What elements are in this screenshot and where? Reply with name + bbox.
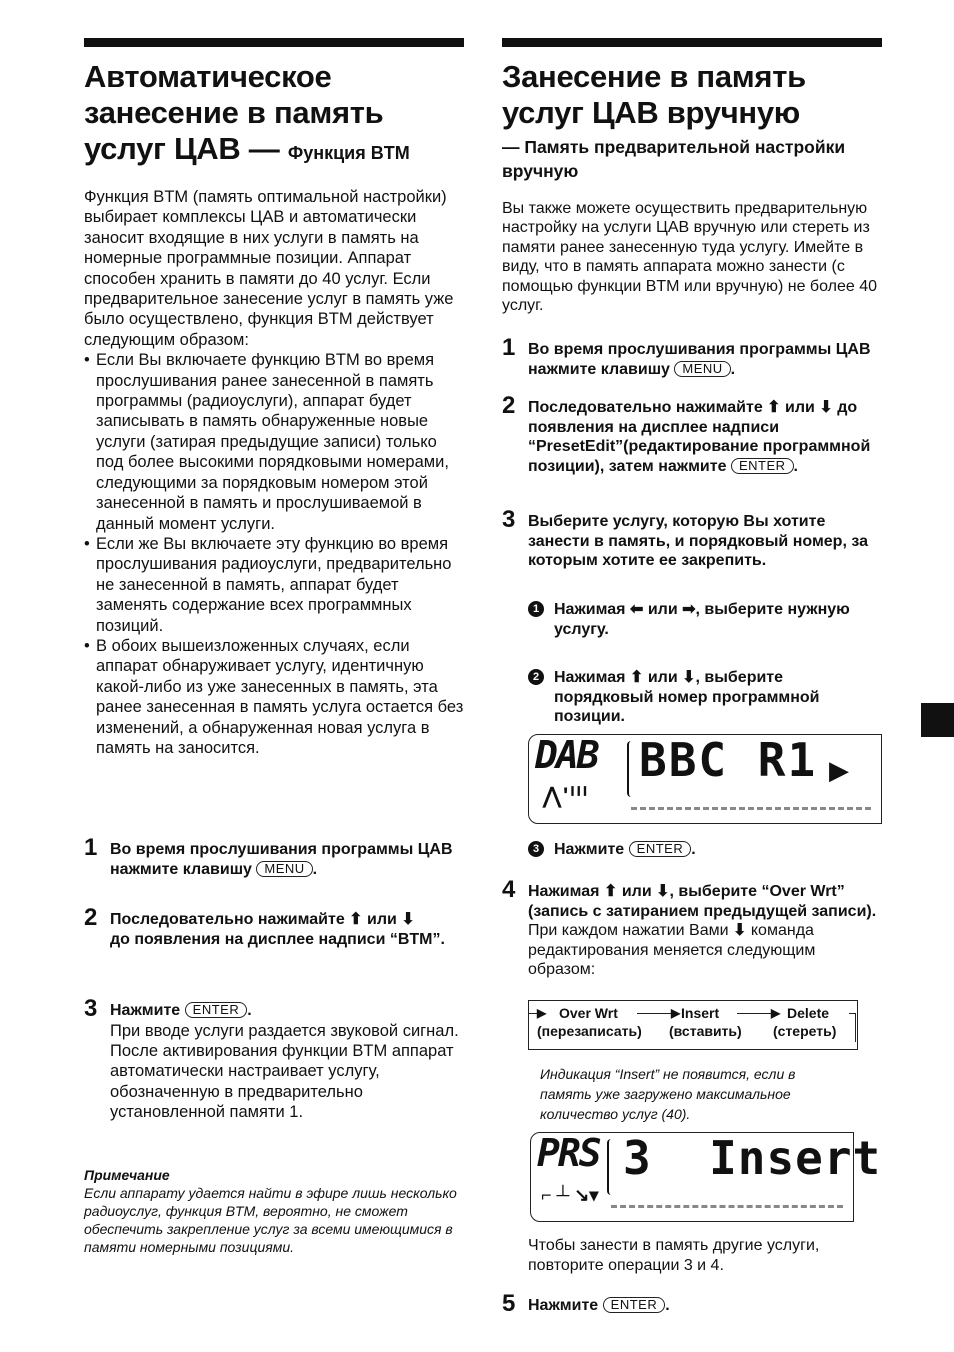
right-column: [502, 38, 882, 1317]
flow-item-sub: (стереть): [773, 1023, 837, 1039]
section-rule: [502, 38, 882, 47]
lcd-service-text: BBC R1: [639, 733, 818, 787]
right-subtitle: — Память предварительной настройки вручную: [502, 137, 846, 181]
right-title: Занесение в память услуг ЦАВ вручную: [502, 59, 806, 130]
lcd-display-insert: [530, 1131, 882, 1222]
bullet-item: • В обоих вышеизложенных случаях, если аппарат обнаруживает услугу, идентичную какой-либо из уже занесенных в память, эта ранее занесенная в память услуга остается без изменений, а обнаруженная новая услуга в память на заносится.: [84, 636, 464, 758]
menu-key: MENU: [674, 361, 730, 377]
circled-number: 2: [528, 669, 544, 685]
page-section-tab: [921, 703, 954, 737]
left-column: [84, 38, 464, 1255]
signal-icon: ⌐ ┴ ↘▾: [541, 1185, 599, 1205]
circled-number: 1: [528, 601, 544, 617]
down-arrow-icon: ⬇: [656, 883, 670, 900]
sub-step-2: 2 Нажимая ⬆ или ⬇, выберите порядковый номер программной позиции.: [502, 668, 882, 727]
enter-key: ENTER: [731, 458, 794, 474]
right-arrow-icon: ➡: [682, 601, 696, 618]
up-arrow-icon: ⬆: [349, 911, 363, 928]
left-step-3: 3 Нажмите ENTER . При вводе услуги раздается звуковой сигнал. После активирования функции BTM аппарат автоматически настраивает услугу, обозначенную в предварительно установленной памяти 1.: [84, 995, 459, 1122]
left-intro: Функция BTM (память оптимальной настройки) выбирает комплексы ЦАВ и автоматически заносит входящие в них услуги в память на номерные программные позиции. Аппарат способен хранить в памяти до 40 услуг. Если предварительное занесение услуг в память уже было осуществлено, функция BTM действует следующим образом:: [84, 188, 454, 349]
right-step-4: 4 Нажимая ⬆ или ⬇, выберите “Over Wrt” (запись с затиранием предыдущей записи). При каждом нажатии Вами ⬇ команда редактирования меняется следующим образом:: [502, 876, 877, 978]
left-arrow-icon: ⬅: [629, 601, 644, 618]
level-meter: [631, 797, 871, 810]
enter-key: ENTER: [185, 1002, 248, 1018]
down-arrow-icon: ⬇: [819, 399, 833, 416]
up-arrow-icon: ⬆: [767, 399, 781, 416]
lcd-mode-label: DAB: [535, 733, 598, 777]
right-step-2: 2 Последовательно нажимайте ⬆ или ⬇ до появления на дисплее надписи “PresetEdit”(редактирование программной позиции), затем нажмите ENTER .: [502, 392, 871, 475]
right-intro: Вы также можете осуществить предварительную настройку на услуги ЦАВ вручную или стереть из памяти ранее занесенную туда услугу. Имейте в виду, что в память аппарата можно занести (с помощью функции BTM или вручную) не более 40 услуг.: [502, 200, 878, 315]
sub-step-1: 1 Нажимая ⬅ или ➡, выберите нужную услугу.: [502, 600, 882, 639]
btm-bullet-list: [84, 350, 464, 758]
up-arrow-icon: ⬆: [629, 669, 644, 686]
lcd-edit-text: 3 Insert: [623, 1131, 882, 1185]
lcd-bracket: [627, 741, 631, 797]
up-arrow-icon: ⬆: [603, 883, 618, 900]
note-block: Примечание Если аппарату удается найти в эфире лишь несколько радиоуслуг, функция BTM, вероятно, не сможет обеспечить закрепление услуг за всеми имеющимися в памяти номерными позициями.: [84, 1167, 457, 1255]
circled-number: 3: [528, 841, 544, 857]
enter-key: ENTER: [603, 1297, 666, 1313]
signal-icon: ⋀'ᑊᑊᑊ: [543, 783, 589, 808]
section-rule: [84, 38, 464, 47]
flow-item-label: Delete: [787, 1005, 830, 1021]
left-step-2: 2 Последовательно нажимайте ⬆ или ⬇ до появления на дисплее надписи “BTM”.: [84, 904, 445, 948]
right-step-3: 3 Выберите услугу, которую Вы хотите занести в память, и порядковый номер, за которым хотите ее закрепить.: [502, 506, 868, 569]
down-arrow-icon: ⬇: [401, 911, 415, 928]
flow-item-label: Insert: [681, 1005, 720, 1021]
flow-item-label: Over Wrt: [559, 1005, 618, 1021]
flow-arrowhead-icon: ▶: [771, 1006, 781, 1020]
command-cycle-diagram: [528, 1000, 858, 1050]
repeat-instruction: Чтобы занести в память другие услуги, повторите операции 3 и 4.: [528, 1237, 820, 1274]
flow-arrowhead-icon: ▶: [537, 1006, 547, 1020]
left-title: Автоматическое занесение в память услуг ЦАВ — Функция BTM: [84, 59, 410, 166]
bullet-item: • Если Вы включаете функцию BTM во время прослушивания ранее занесенной в память программы (радиоуслуги), аппарат будет записывать в память обнаруженные новые услуги (затирая предыдущие записи) только под более высокими порядковыми номерами, следующими за порядковым номером этой занесенной в память и прослушиваемой в данный момент услуги.: [84, 350, 464, 534]
sub-step-3: 3 Нажмите ENTER .: [502, 840, 882, 860]
bullet-item: • Если же Вы включаете эту функцию во время прослушивания радиоуслуги, предварительно не занесенной в память, аппарат будет заменять содержание всех программных позиций.: [84, 534, 464, 636]
flow-item-sub: (вставить): [669, 1023, 742, 1039]
level-meter: [611, 1195, 843, 1208]
right-step-5: 5 Нажмите ENTER .: [502, 1290, 670, 1317]
insert-note: Индикация “Insert” не появится, если в память уже загружено максимальное количество услуг (40).: [540, 1066, 796, 1122]
right-step-1: 1 Во время прослушивания программы ЦАВ нажмите клавишу MENU .: [502, 334, 871, 378]
play-icon: ▶: [829, 755, 849, 785]
left-step-1: 1 Во время прослушивания программы ЦАВ нажмите клавишу MENU .: [84, 834, 453, 878]
lcd-bracket: [607, 1139, 611, 1195]
lcd-mode-label: PRS: [537, 1131, 600, 1175]
flow-item-sub: (перезаписать): [537, 1023, 642, 1039]
flow-arrowhead-icon: ▶: [671, 1006, 681, 1020]
flow-return-line: [849, 1013, 856, 1042]
down-arrow-icon: ⬇: [682, 669, 696, 686]
lcd-display-bbc: [528, 734, 882, 824]
menu-key: MENU: [256, 861, 312, 877]
enter-key: ENTER: [629, 841, 692, 857]
down-arrow-icon: ⬇: [733, 922, 747, 939]
